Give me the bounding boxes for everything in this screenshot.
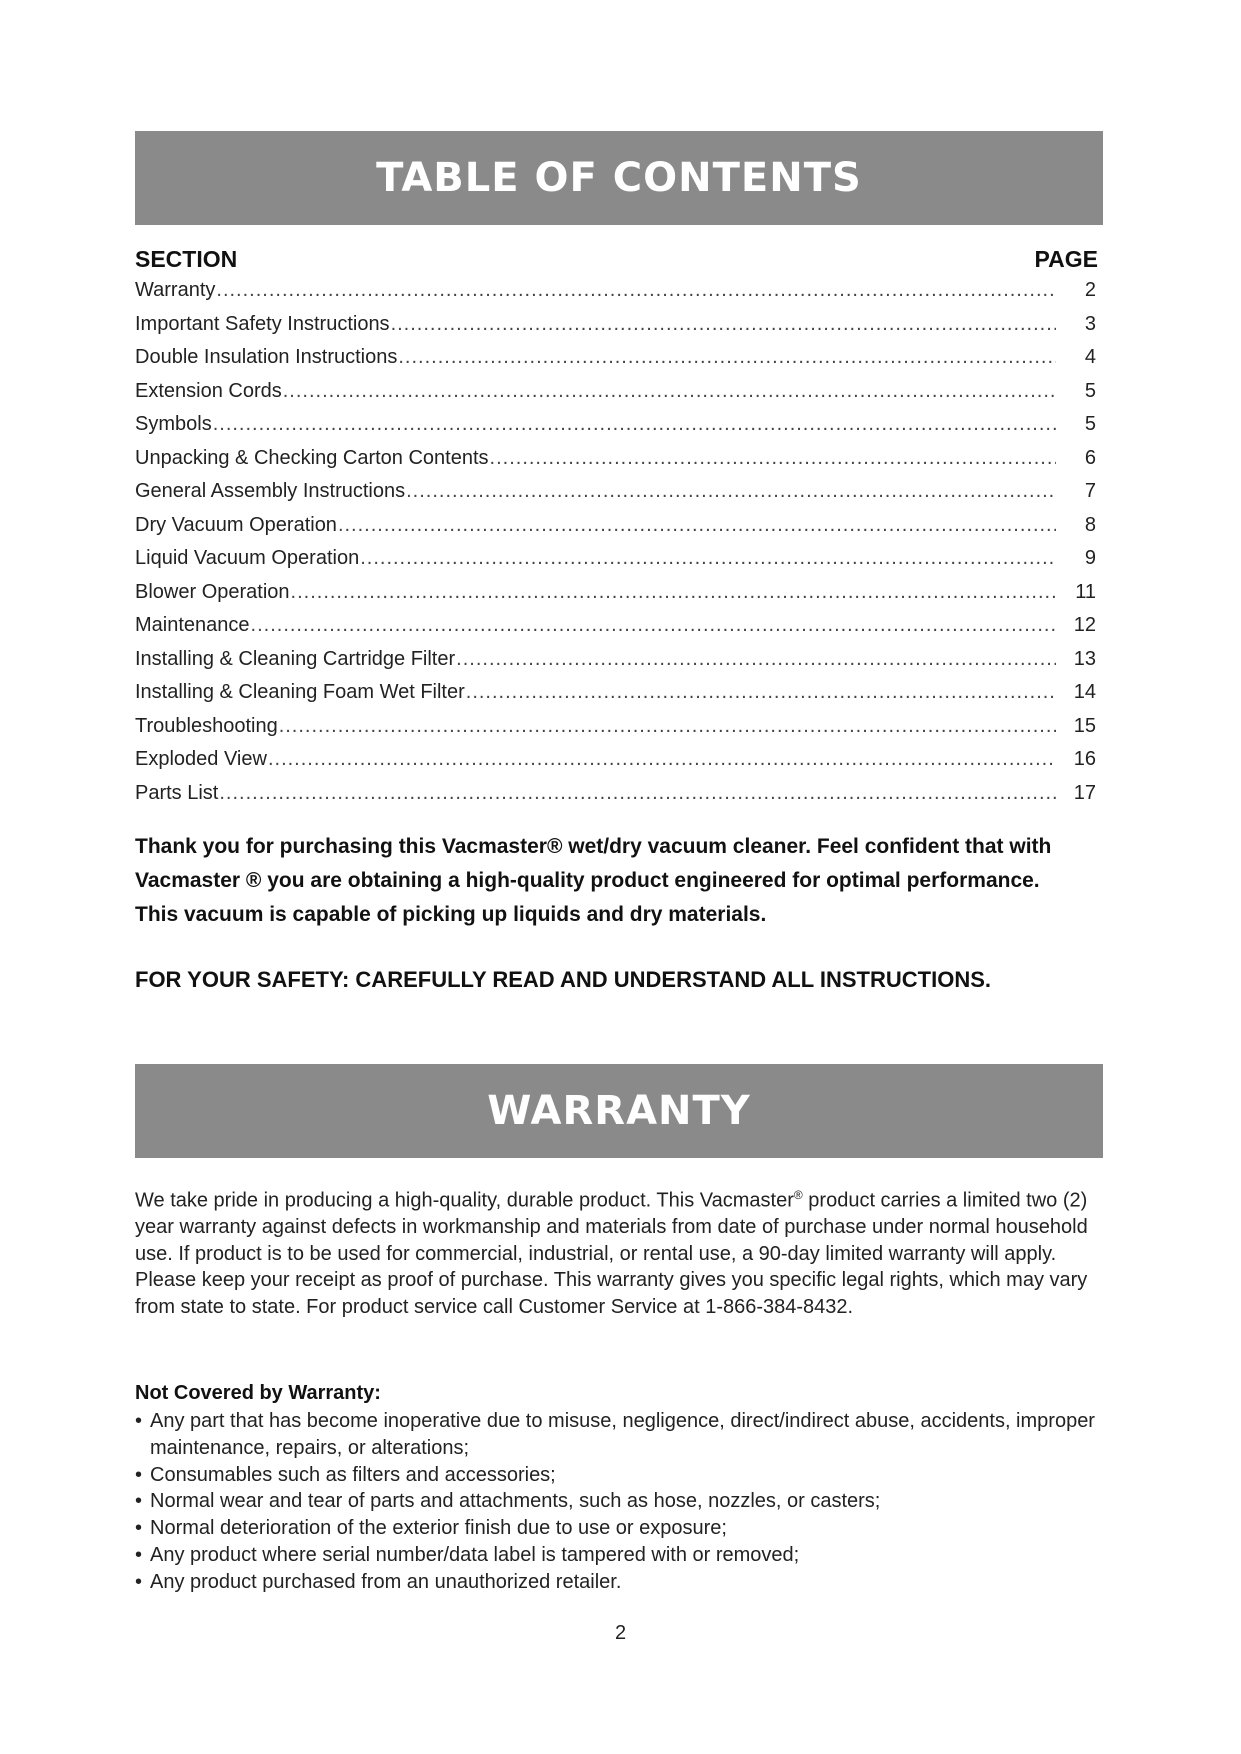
toc-entry-page: 2: [1084, 279, 1096, 301]
dot-leader: [398, 341, 1056, 375]
toc-entry-page: 7: [1084, 480, 1096, 502]
not-covered-section: [135, 1380, 1110, 1596]
toc-row: [135, 408, 1098, 442]
toc-entry-page: 3: [1084, 312, 1096, 335]
page-column-header: PAGE: [1034, 246, 1098, 272]
dot-leader: [338, 509, 1056, 543]
toc-header: [135, 244, 1098, 274]
page-number: 2: [614, 1622, 627, 1644]
dot-leader: [251, 609, 1056, 643]
bullet-icon: •: [135, 1490, 143, 1513]
dot-leader: [406, 475, 1056, 509]
dot-leader: [216, 274, 1056, 308]
list-item-text: Any product purchased from an unauthorized retailer.: [150, 1570, 622, 1593]
toc-entry-page: 5: [1084, 379, 1096, 402]
dot-leader: [391, 308, 1056, 342]
warranty-title: WARRANTY: [487, 1088, 751, 1134]
intro-line: Vacmaster ® you are obtaining a high-quality product engineered for optimal performance.: [135, 869, 1040, 892]
warranty-body-start: We take pride in producing a high-quality, durable product. This Vacmaster: [135, 1189, 794, 1212]
dot-leader: [466, 676, 1056, 710]
dot-leader: [291, 576, 1056, 610]
dot-leader: [213, 408, 1056, 442]
warranty-body-rest: product carries a limited two (2) year warranty against defects in workmanship and materials from date of purchase under normal household use. If product is to be used for commercial, industrial, or rental use, a 90-day limited warranty will apply. Please keep your receipt as proof of purchase. This warranty gives you specific legal rights, which may vary from state to state. For product service call Customer Service at 1-866-384-8432.: [135, 1189, 1088, 1318]
list-item: [135, 1408, 1110, 1462]
toc-entry-label: Warranty: [135, 279, 216, 301]
toc-row: [135, 643, 1098, 677]
toc-entry-label: Installing & Cleaning Foam Wet Filter: [135, 681, 465, 703]
toc-entry-label: Parts List: [135, 781, 219, 804]
intro-line: This vacuum is capable of picking up liquids and dry materials.: [135, 903, 767, 926]
registered-mark: ®: [793, 1188, 803, 1202]
dot-leader: [490, 442, 1056, 476]
toc-row: [135, 341, 1098, 375]
toc-entry-label: Unpacking & Checking Carton Contents: [135, 446, 489, 469]
toc-row: [135, 609, 1098, 643]
toc-entries: [135, 274, 1098, 810]
toc-entry-label: Double Insulation Instructions: [135, 346, 398, 368]
toc-banner: [135, 131, 1103, 225]
toc-entry-label: Troubleshooting: [135, 714, 278, 737]
toc-entry-page: 14: [1073, 681, 1096, 703]
toc-entry-page: 6: [1084, 446, 1096, 469]
toc-row: [135, 375, 1098, 409]
list-item-text: Consumables such as filters and accessories;: [150, 1463, 556, 1486]
toc-entry-page: 8: [1084, 513, 1096, 536]
list-item: [135, 1569, 1110, 1596]
list-item-text: Normal wear and tear of parts and attachments, such as hose, nozzles, or casters;: [150, 1490, 881, 1513]
toc-entry-label: Blower Operation: [135, 580, 290, 603]
toc-entry-page: 4: [1084, 346, 1096, 368]
toc-entry-page: 17: [1073, 781, 1096, 804]
toc-entry-label: Dry Vacuum Operation: [135, 513, 337, 536]
toc-row: [135, 308, 1098, 342]
toc-row: [135, 542, 1098, 576]
toc-entry-label: Exploded View: [135, 748, 267, 770]
toc-title: TABLE OF CONTENTS: [376, 155, 862, 201]
toc-entry-page: 9: [1084, 547, 1096, 569]
list-item-text: Any part that has become inoperative due to misuse, negligence, direct/indirect abuse, accidents, improper maintenance, repairs, or alterations;: [150, 1410, 1095, 1459]
bullet-icon: •: [135, 1517, 143, 1540]
toc-row: [135, 777, 1098, 811]
toc-entry-label: Important Safety Instructions: [135, 312, 390, 335]
table-of-contents: [135, 244, 1098, 810]
toc-entry-page: 15: [1073, 714, 1096, 737]
section-column-header: SECTION: [135, 246, 238, 272]
toc-entry-label: Liquid Vacuum Operation: [135, 547, 360, 569]
dot-leader: [360, 542, 1056, 576]
dot-leader: [219, 777, 1056, 811]
toc-entry-page: 12: [1073, 614, 1096, 636]
toc-entry-page: 13: [1073, 647, 1096, 670]
list-item: [135, 1462, 1110, 1489]
toc-entry-page: 11: [1075, 580, 1096, 603]
toc-row: [135, 475, 1098, 509]
toc-entry-label: Extension Cords: [135, 379, 282, 402]
safety-notice: FOR YOUR SAFETY: CAREFULLY READ AND UNDERSTAND ALL INSTRUCTIONS.: [135, 967, 991, 992]
toc-row: [135, 676, 1098, 710]
bullet-icon: •: [135, 1463, 143, 1486]
intro-paragraph: [135, 830, 1125, 932]
toc-row: [135, 576, 1098, 610]
toc-entry-page: 16: [1073, 748, 1096, 770]
toc-entry-label: Maintenance: [135, 614, 250, 636]
warranty-banner: [135, 1064, 1103, 1158]
toc-row: [135, 442, 1098, 476]
not-covered-list: [135, 1408, 1110, 1596]
bullet-icon: •: [135, 1543, 143, 1566]
toc-row: [135, 274, 1098, 308]
toc-entry-label: Installing & Cleaning Cartridge Filter: [135, 647, 456, 670]
intro-line: Thank you for purchasing this Vacmaster® wet/dry vacuum cleaner. Feel confident that with: [135, 835, 1052, 858]
dot-leader: [279, 710, 1056, 744]
toc-entry-page: 5: [1084, 413, 1096, 435]
list-item: [135, 1515, 1110, 1542]
warranty-body: [135, 1182, 1110, 1320]
dot-leader: [456, 643, 1056, 677]
bullet-icon: •: [135, 1410, 143, 1432]
not-covered-title: Not Covered by Warranty:: [135, 1382, 381, 1404]
bullet-icon: •: [135, 1570, 143, 1593]
list-item-text: Normal deterioration of the exterior finish due to use or exposure;: [150, 1517, 727, 1540]
dot-leader: [268, 743, 1056, 777]
list-item-text: Any product where serial number/data label is tampered with or removed;: [150, 1543, 800, 1566]
toc-entry-label: Symbols: [135, 413, 212, 435]
toc-row: [135, 509, 1098, 543]
list-item: [135, 1542, 1110, 1569]
toc-row: [135, 743, 1098, 777]
list-item: [135, 1488, 1110, 1515]
toc-entry-label: General Assembly Instructions: [135, 480, 406, 502]
toc-row: [135, 710, 1098, 744]
dot-leader: [283, 375, 1056, 409]
